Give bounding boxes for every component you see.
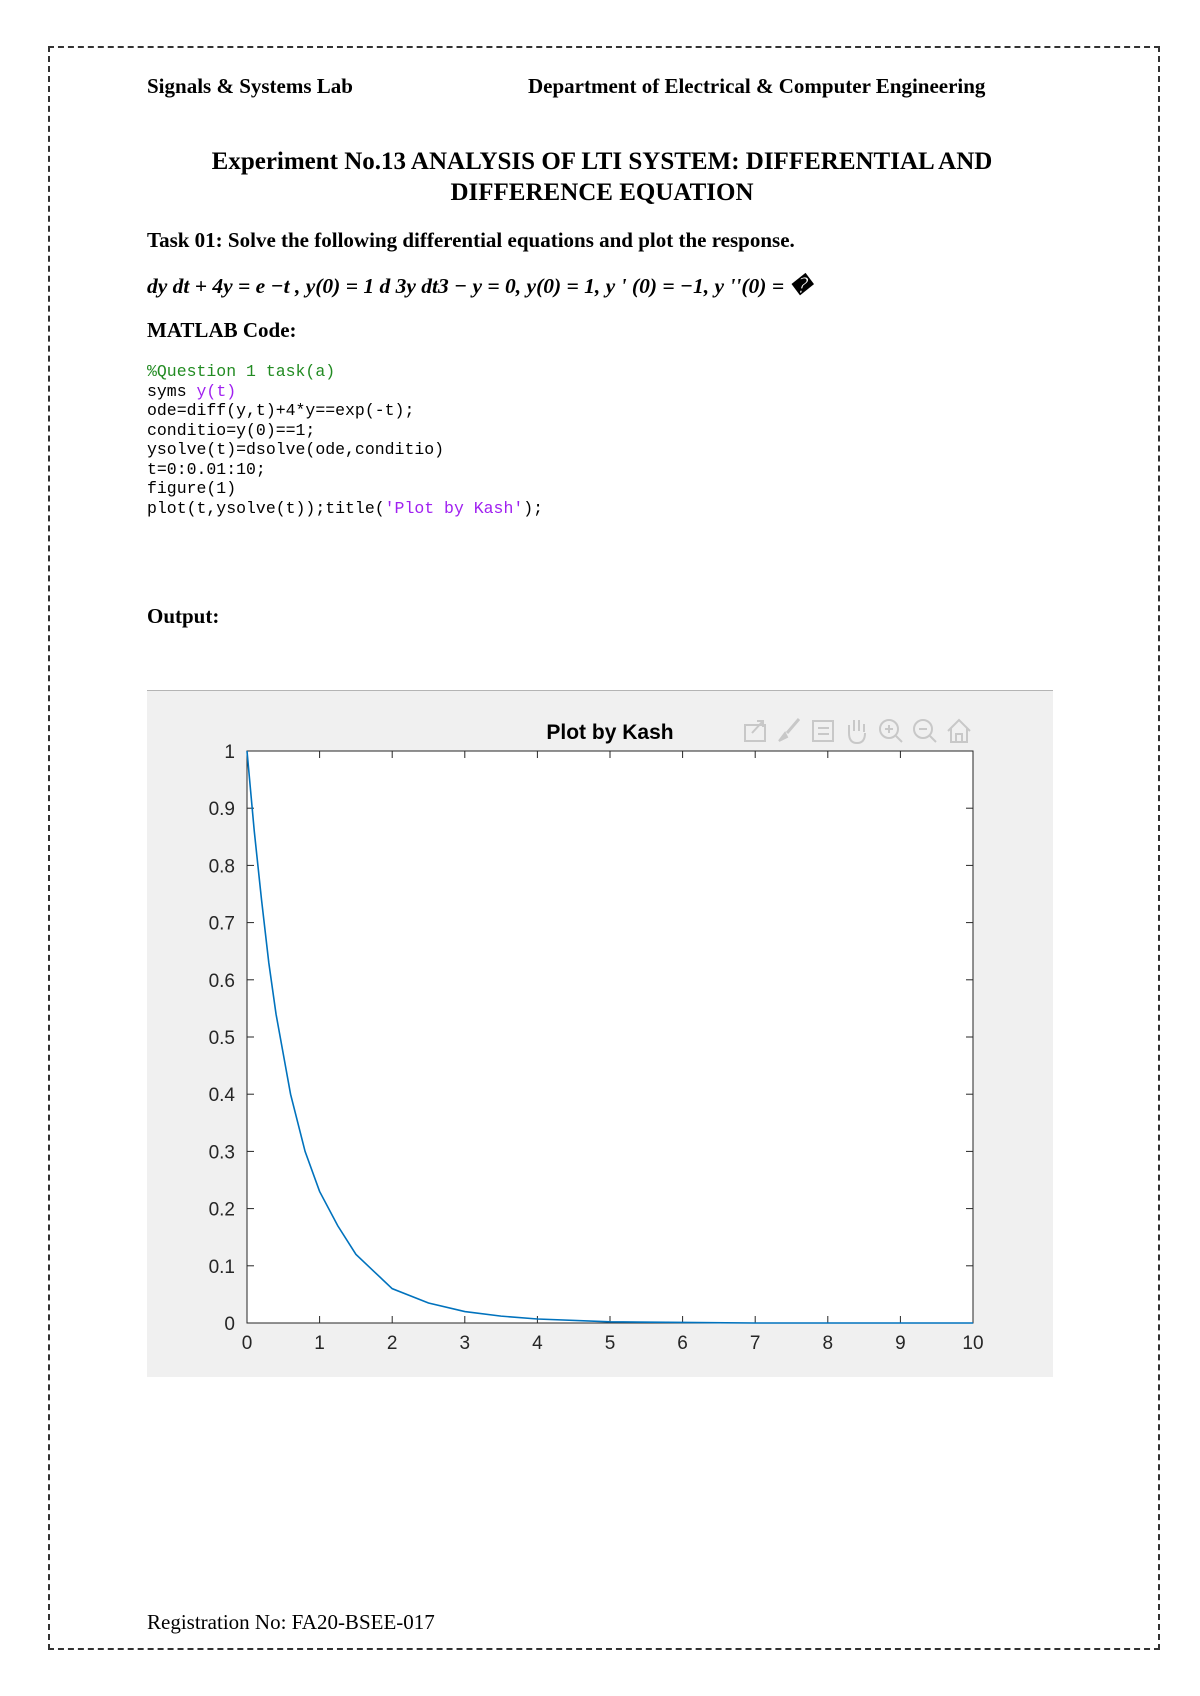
code-line: figure(1) <box>147 479 237 498</box>
chart-svg <box>147 691 1053 1377</box>
x-tick-label: 0 <box>241 1333 253 1354</box>
registration-number: Registration No: FA20-BSEE-017 <box>147 1610 435 1634</box>
plot-area <box>247 751 973 1323</box>
code-line: conditio=y(0)==1; <box>147 420 316 440</box>
y-tick-label: 0.9 <box>208 799 235 821</box>
y-tick-label: 1 <box>224 742 235 763</box>
y-tick-label: 0.5 <box>208 1028 235 1049</box>
x-tick-label: 7 <box>749 1333 761 1354</box>
equation-line: dy dt + 4y = e −t , y(0) = 1 d 3y dt3 − y = 0, y(0) = 1, y ' (0) = −1, y ''(0) = � <box>147 274 812 298</box>
code-line: ode=diff(y,t)+4*y==exp(-t); <box>147 401 415 420</box>
x-tick-label: 2 <box>386 1333 398 1354</box>
x-tick-label: 3 <box>459 1333 471 1354</box>
header-department: Department of Electrical & Computer Engineering <box>528 74 986 98</box>
zoom-out-icon[interactable] <box>914 720 936 742</box>
header-course: Signals & Systems Lab <box>147 74 353 98</box>
brush-icon[interactable] <box>779 719 799 741</box>
experiment-title: Experiment No.13 ANALYSIS OF LTI SYSTEM: DIFFERENTIAL AND DIFFERENCE EQUATION <box>211 148 993 206</box>
zoom-in-icon[interactable] <box>880 720 902 742</box>
y-tick-label: 0 <box>224 1314 235 1335</box>
code-line: syms y(t) <box>147 381 237 401</box>
x-tick-label: 9 <box>895 1333 906 1354</box>
pan-hand-icon[interactable] <box>849 720 865 743</box>
y-tick-label: 0.1 <box>208 1256 235 1278</box>
code-line: %Question 1 task(a) <box>147 362 336 381</box>
y-tick-label: 0.2 <box>208 1199 235 1221</box>
x-tick-label: 8 <box>822 1333 834 1354</box>
matlab-figure <box>147 690 1053 1377</box>
export-icon[interactable] <box>745 721 765 741</box>
code-line: t=0:0.01:10; <box>147 459 266 479</box>
y-tick-label: 0.4 <box>208 1085 235 1107</box>
x-tick-label: 1 <box>314 1333 325 1354</box>
matlab-code-block <box>147 362 543 518</box>
code-line: plot(t,ysolve(t));title('Plot by Kash'); <box>147 498 544 518</box>
x-tick-label: 4 <box>532 1333 543 1354</box>
x-tick-label: 10 <box>962 1333 984 1354</box>
home-icon[interactable] <box>948 720 970 742</box>
x-tick-label: 6 <box>677 1333 688 1354</box>
x-tick-label: 5 <box>604 1333 616 1354</box>
task-statement: Task 01: Solve the following differential equations and plot the response. <box>147 228 795 252</box>
matlab-code-label: MATLAB Code: <box>147 318 297 342</box>
y-tick-label: 0.7 <box>208 913 235 935</box>
y-tick-label: 0.3 <box>208 1142 235 1164</box>
legend-icon[interactable] <box>813 721 833 741</box>
output-label: Output: <box>147 604 220 628</box>
y-tick-label: 0.6 <box>208 970 235 992</box>
code-line: ysolve(t)=dsolve(ode,conditio) <box>147 440 445 459</box>
chart-title: Plot by Kash <box>546 721 674 744</box>
y-tick-label: 0.8 <box>208 856 235 878</box>
